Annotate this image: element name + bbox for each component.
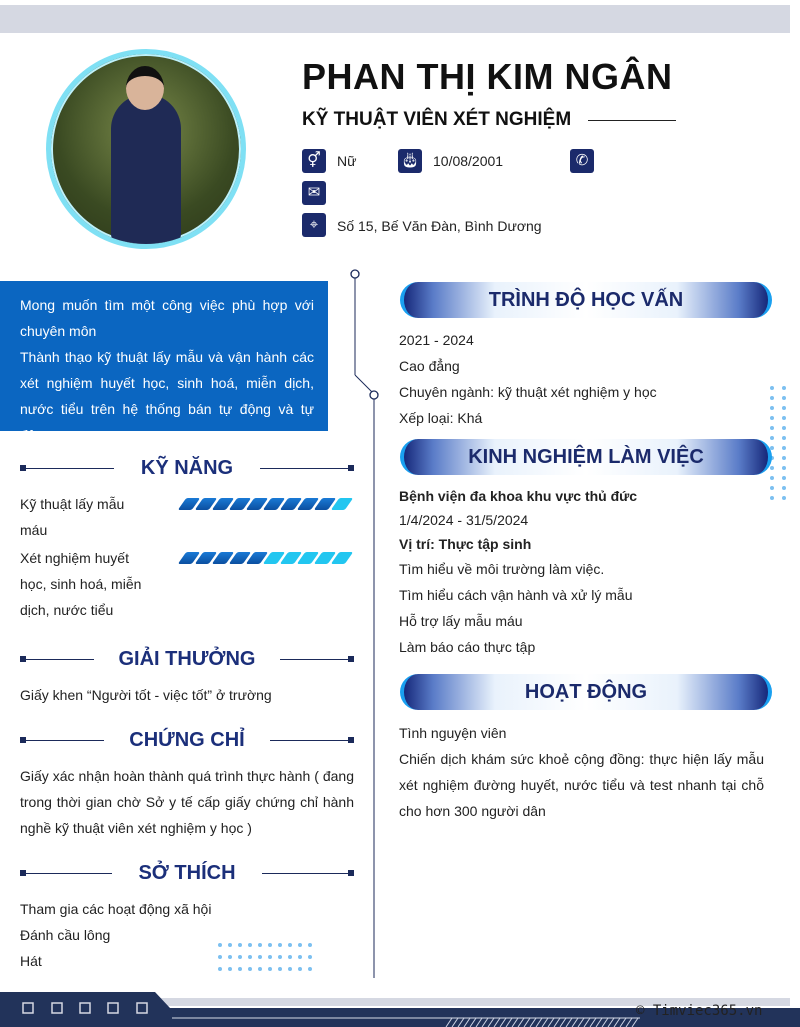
decorative-dot [218,943,222,947]
divider [20,740,104,741]
email-icon: ✉ [302,181,326,205]
hobbies-heading: SỞ THÍCH [138,862,236,884]
decorative-dot [782,386,786,390]
decorative-dot [298,967,302,971]
decorative-dot [770,486,774,490]
decorative-dot [268,943,272,947]
decorative-dot [248,967,252,971]
divider [588,120,676,121]
activity-item: Tình nguyện viên [399,725,507,741]
duty-item: Tìm hiểu cách vận hành và xử lý mẫu [399,587,633,603]
certificate-item: Giấy xác nhận hoàn thành quá trình thực hành ( đang trong thời gian chờ Sở y tế cấp giấy chứng chỉ hành nghề kỹ thuật viên xét nghiệm y học ) [20,768,354,836]
awards-heading: GIẢI THƯỞNG [118,648,256,670]
decorative-dot [288,955,292,959]
education-period: 2021 - 2024 [399,332,474,348]
decorative-dot [298,943,302,947]
hobby-item: Hát [20,953,42,969]
decorative-dot [288,943,292,947]
decorative-dot [770,406,774,410]
decorative-dot [782,496,786,500]
divider [270,740,354,741]
divider [20,659,94,660]
job-title: KỸ THUẬT VIÊN XÉT NGHIỆM [302,109,572,130]
education-heading [400,282,772,318]
watermark: © Timviec365.vn [636,1003,763,1019]
divider [262,873,354,874]
decorative-dot [770,386,774,390]
duty-item: Hỗ trợ lấy mẫu máu [399,613,523,629]
duty-item: Làm báo cáo thực tập [399,639,536,655]
decorative-dot [218,955,222,959]
skill-name: Kỹ thuật lấy mẫu máu [20,496,125,538]
decorative-dot [770,416,774,420]
decorative-dot [278,955,282,959]
experience-heading [400,439,772,475]
divider [260,468,354,469]
location-pin-icon: ⌖ [302,213,326,237]
decorative-dot [770,396,774,400]
decorative-dot [308,943,312,947]
decorative-dot [770,436,774,440]
objective-skills-text: Thành thạo kỹ thuật lấy mẫu và vận hành các xét nghiệm huyết học, sinh hoá, miễn dịch, nước tiểu trên hệ thống bán tự động và tự động [20,349,314,443]
skill-level-bar [182,552,349,564]
education-major: Chuyên ngành: kỹ thuật xét nghiệm y học [399,384,657,400]
divider [348,870,354,876]
decorative-dot [258,955,262,959]
decorative-dot [782,446,786,450]
education-grade: Xếp loại: Khá [399,410,483,426]
work-period: 1/4/2024 - 31/5/2024 [399,512,529,528]
decorative-dot [770,466,774,470]
decorative-dot [228,955,232,959]
birthday: 10/08/2001 [433,153,504,169]
activity-item: Chiến dịch khám sức khoẻ cộng đồng: thực hiện lấy mẫu xét nghiệm đường huyết, nước tiểu và test nhanh tại chỗ cho hơn 300 người dân [399,751,764,819]
decorative-dot [258,967,262,971]
decorative-dot [782,476,786,480]
activities-heading [400,674,772,710]
decorative-dot [782,406,786,410]
decorative-dot [782,426,786,430]
objective-text: Mong muốn tìm một công việc phù hợp với chuyên môn [20,297,314,339]
education-details [399,327,657,431]
skills-heading: KỸ NĂNG [140,457,234,479]
phone-icon: ✆ [570,149,594,173]
decorative-dot [770,426,774,430]
decorative-dot [308,955,312,959]
decorative-dot [278,943,282,947]
career-objective [0,281,328,443]
company-name: Bệnh viện đa khoa khu vực thủ đức [399,488,638,504]
divider [348,656,354,662]
address: Số 15, Bế Văn Đàn, Bình Dương [337,218,542,234]
hobby-list [20,896,211,974]
decorative-dot [278,967,282,971]
timeline [340,265,385,985]
decorative-dot [782,416,786,420]
decorative-dot [238,955,242,959]
education-level: Cao đẳng [399,358,460,374]
decorative-dot [248,943,252,947]
gender-icon: ⚥ [302,149,326,173]
certificates-heading: CHỨNG CHỈ [129,729,245,751]
decorative-dot [288,967,292,971]
decorative-dots [770,386,786,500]
section-title: TRÌNH ĐỘ HỌC VẤN [488,289,684,311]
decorative-dot [782,466,786,470]
decorative-dot [308,967,312,971]
divider [348,737,354,743]
decorative-dot [782,396,786,400]
birthday-cake-icon: 🎂︎ [398,149,422,173]
top-bar [0,5,790,33]
decorative-dot [268,967,272,971]
decorative-dot [770,476,774,480]
decorative-dot [218,967,222,971]
hobby-item: Đánh cầu lông [20,927,111,943]
decorative-dot [228,967,232,971]
gender: Nữ [337,153,357,169]
decorative-dot [298,955,302,959]
decorative-dot [238,943,242,947]
decorative-dots [218,943,312,971]
decorative-dot [258,943,262,947]
divider [20,873,112,874]
divider [348,465,354,471]
experience-details [399,484,637,660]
avatar [46,49,246,249]
position: Vị trí: Thực tập sinh [399,536,532,552]
duty-item: Tìm hiểu về môi trường làm việc. [399,561,605,577]
activities-details [399,720,764,824]
hobby-item: Tham gia các hoạt động xã hội [20,901,212,917]
decorative-dot [228,943,232,947]
candidate-name: PHAN THỊ KIM NGÂN [302,56,673,97]
decorative-dot [238,967,242,971]
section-title: HOẠT ĐỘNG [524,681,648,703]
decorative-dot [268,955,272,959]
decorative-dot [248,955,252,959]
skill-level-bar [182,498,349,510]
decorative-dot [782,456,786,460]
section-title: KINH NGHIỆM LÀM VIỆC [468,446,704,468]
decorative-dot [782,486,786,490]
decorative-dot [782,436,786,440]
divider [20,468,114,469]
decorative-dot [770,496,774,500]
award-item: Giấy khen “Người tốt - việc tốt” ở trường [20,687,272,703]
divider [280,659,354,660]
skill-name: Xét nghiệm huyết học, sinh hoá, miễn dịch, nước tiểu [20,550,142,618]
